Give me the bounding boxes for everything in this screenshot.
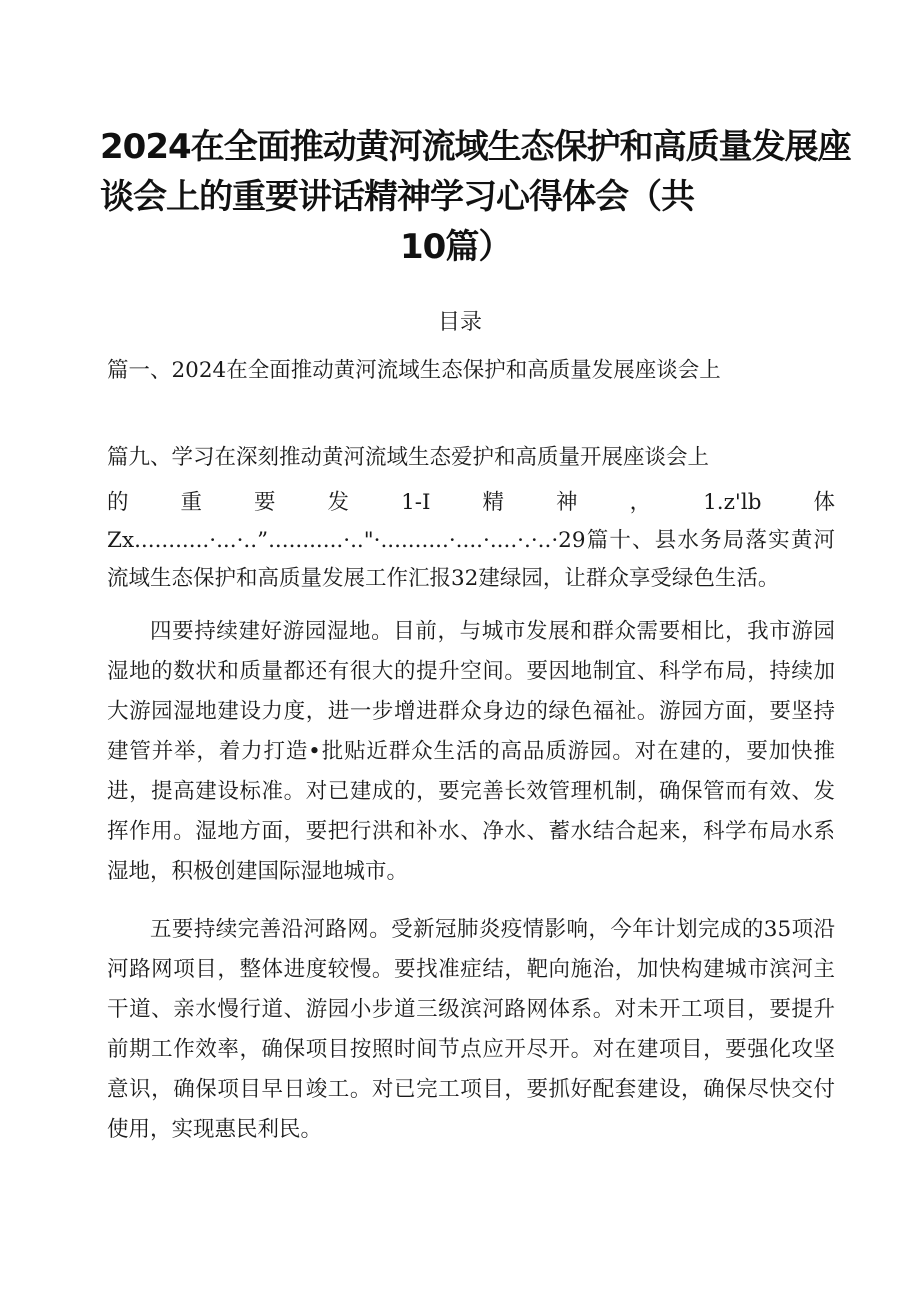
title-line-1: 2024在全面推动黄河流域生态保护和高质量发展座 [100,127,851,167]
title-line-3: 10篇） [400,227,512,267]
title-line-2: 谈会上的重要讲话精神学习心得体会（共 [100,177,694,217]
toc-entry-1: 篇一、2024在全面推动黄河流域生态保护和高质量发展座谈会上 [107,358,721,383]
toc-heading: 目录 [437,310,482,335]
paragraph-four: 四要持续建好游园湿地。目前，与城市发展和群众需要相比，我市游园湿地的数状和质量都还有很大的提升空间。要因地制宜、科学布局，持续加大游园湿地建设力度，进一步增进群众身边的绿色福祉。游园方面，要坚持建管并举，着力打造•批贴近群众生活的高品质游园。对在建的，要加快推进，提高建设标准。对已建成的，要完善长效管理机制，确保管而有效、发挥作用。湿地方面，要把行洪和补水、净水、蓄水结合起来，科学布局水系湿地，积极创建国际湿地城市。 [107,619,835,884]
paragraph-five: 五要持续完善沿河路网。受新冠肺炎疫情影响，今年计划完成的35项沿河路网项目，整体进度较慢。要找准症结，靶向施治，加快构建城市滨河主干道、亲水慢行道、游园小步道三级滨河路网体系。对未开工项目，要提升前期工作效率，确保项目按照时间节点应开尽开。对在建项目，要强化攻坚意识，确保项目早日竣工。对已完工项目，要抓好配套建设，确保尽快交付使用，实现惠民利民。 [107,917,835,1142]
toc-continuation-text: 的重要发1-I精神，1.z'lb体Zx...........·...·..”...........·.."·..........·....·....·.·..·29篇十、县水务局落实黄河流域生态保护和高质量发展工作汇报32建绿园，让群众享受绿色生活。 [107,490,835,591]
toc-entry-9: 篇九、学习在深刻推动黄河流域生态爱护和高质量开展座谈会上 [107,445,710,470]
document-title [100,122,851,272]
